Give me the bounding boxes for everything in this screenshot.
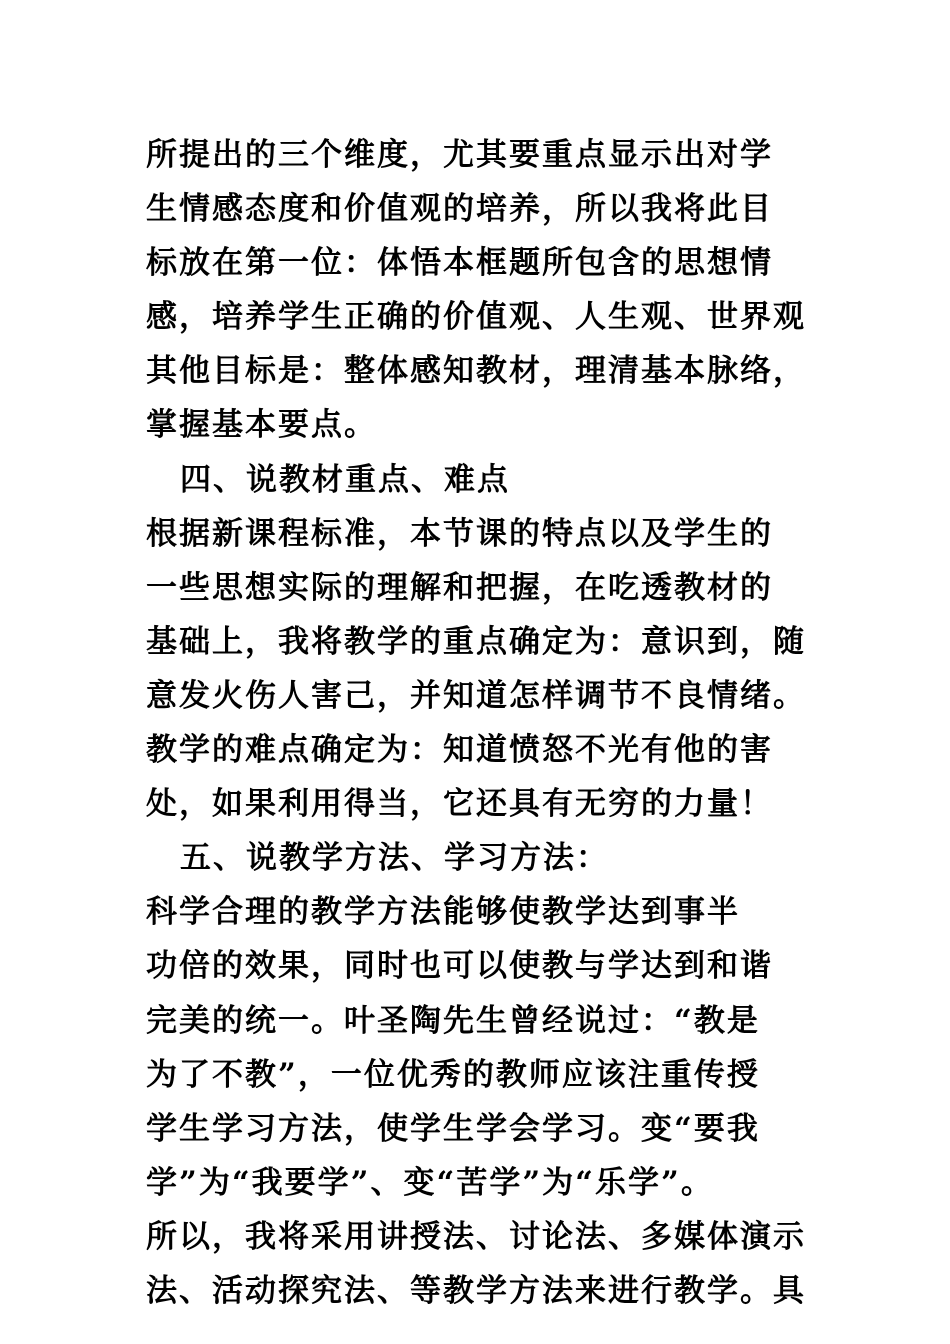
paragraph-line: 科学合理的教学方法能够使教学达到事半: [146, 894, 740, 931]
paragraph-line: 处，如果利用得当，它还具有无穷的力量！: [146, 786, 773, 823]
paragraph-line: 学”为“我要学”、变“苦学”为“乐学”。: [146, 1164, 714, 1201]
paragraph-line: 掌握基本要点。: [146, 407, 377, 444]
paragraph-line: 学生学习方法，使学生学会学习。变“要我: [146, 1110, 760, 1147]
paragraph-line: 所提出的三个维度，尤其要重点显示出对学: [146, 137, 773, 173]
paragraph-line: 标放在第一位：体悟本框题所包含的思想情: [146, 245, 773, 282]
paragraph-line: 感，培养学生正确的价值观、人生观、世界观: [146, 299, 806, 336]
paragraph-line: 完美的统一。叶圣陶先生曾经说过：“教是: [146, 1002, 760, 1039]
body-text: [146, 128, 846, 1318]
paragraph-line: 为了不教”，一位优秀的教师应该注重传授: [146, 1056, 760, 1093]
paragraph-line: 根据新课程标准，本节课的特点以及学生的: [146, 515, 773, 552]
paragraph-line: 生情感态度和价值观的培养，所以我将此目: [146, 191, 773, 228]
section-heading: 四、说教材重点、难点: [180, 461, 510, 498]
paragraph-line: 所以，我将采用讲授法、讨论法、多媒体演示: [146, 1218, 806, 1255]
paragraph-line: 功倍的效果，同时也可以使教与学达到和谐: [146, 948, 773, 985]
section-heading: 五、说教学方法、学习方法：: [180, 840, 609, 877]
paragraph-line: 一些思想实际的理解和把握，在吃透教材的: [146, 569, 773, 606]
paragraph-line: 教学的难点确定为：知道愤怒不光有他的害: [146, 732, 773, 769]
paragraph-line: 法、活动探究法、等教学方法来进行教学。具: [146, 1272, 806, 1309]
paragraph-line: 意发火伤人害己，并知道怎样调节不良情绪。: [146, 677, 806, 714]
paragraph-line: 基础上，我将教学的重点确定为：意识到，随: [146, 623, 806, 660]
paragraph-line: 其他目标是：整体感知教材，理清基本脉络，: [146, 353, 806, 390]
